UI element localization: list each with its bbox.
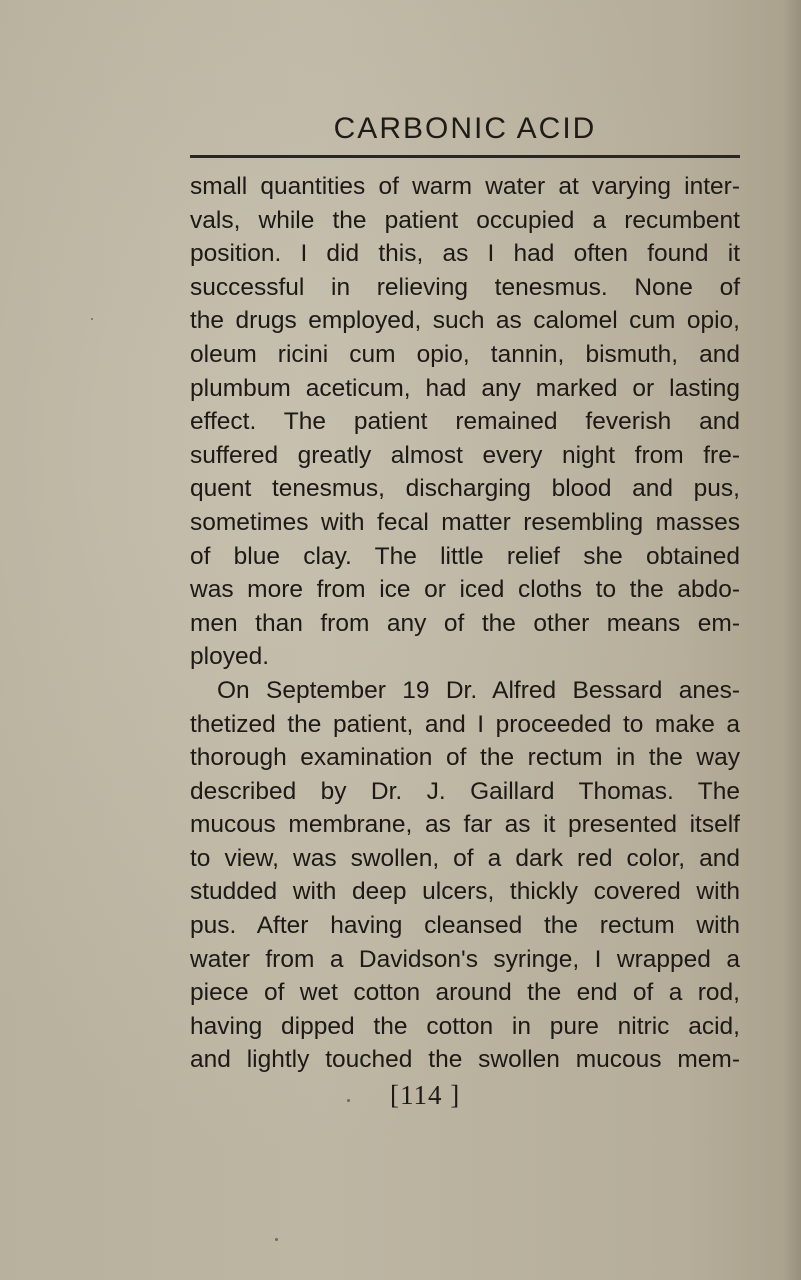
text-line: plumbum aceticum, had any marked or lasting — [190, 374, 740, 402]
header-rule — [190, 155, 740, 158]
text-line: oleum ricini cum opio, tannin, bismuth, and — [190, 340, 740, 368]
text-line: suffered greatly almost every night from fre- — [190, 441, 740, 469]
text-line: described by Dr. J. Gaillard Thomas. The — [190, 777, 740, 805]
text-line: pus. After having cleansed the rectum with — [190, 912, 740, 940]
text-line: vals, while the patient occupied a recumbent — [190, 206, 740, 234]
text-line: thetized the patient, and I proceeded to make a — [190, 710, 740, 738]
text-line: having dipped the cotton in pure nitric acid, — [190, 1012, 740, 1040]
text-line: successful in relieving tenesmus. None of — [190, 273, 740, 301]
text-line: men than from any of the other means em- — [190, 609, 740, 637]
text-line: the drugs employed, such as calomel cum opio, — [190, 307, 740, 335]
paper-speck — [91, 318, 93, 320]
paper-speck — [347, 1099, 350, 1102]
page-number: [114 ] — [390, 1080, 461, 1110]
text-line: piece of wet cotton around the end of a rod, — [190, 979, 740, 1007]
text-line: ployed. — [190, 643, 270, 671]
text-line-paragraph-start: On September 19 Dr. Alfred Bessard anes- — [217, 676, 740, 704]
text-line: mucous membrane, as far as it presented itself — [190, 811, 740, 839]
running-header: CARBONIC ACID — [333, 112, 597, 145]
text-line: sometimes with fecal matter resembling masses — [190, 508, 740, 536]
text-line: effect. The patient remained feverish and — [190, 408, 740, 436]
page-edge-shadow — [783, 0, 801, 1280]
text-line: water from a Davidson's syringe, I wrapped a — [190, 945, 740, 973]
text-line: of blue clay. The little relief she obtained — [190, 542, 740, 570]
text-line: thorough examination of the rectum in the way — [190, 744, 740, 772]
text-line: position. I did this, as I had often found it — [190, 240, 740, 268]
text-line: studded with deep ulcers, thickly covered with — [190, 878, 740, 906]
text-line: quent tenesmus, discharging blood and pus, — [190, 475, 740, 503]
body-text — [190, 170, 740, 1077]
text-line: was more from ice or iced cloths to the abdo- — [190, 576, 740, 604]
paper-speck — [275, 1238, 278, 1241]
text-line: small quantities of warm water at varying inter- — [190, 173, 740, 200]
text-line: to view, was swollen, of a dark red color, and — [190, 844, 740, 872]
text-line: and lightly touched the swollen mucous mem- — [190, 1046, 740, 1074]
